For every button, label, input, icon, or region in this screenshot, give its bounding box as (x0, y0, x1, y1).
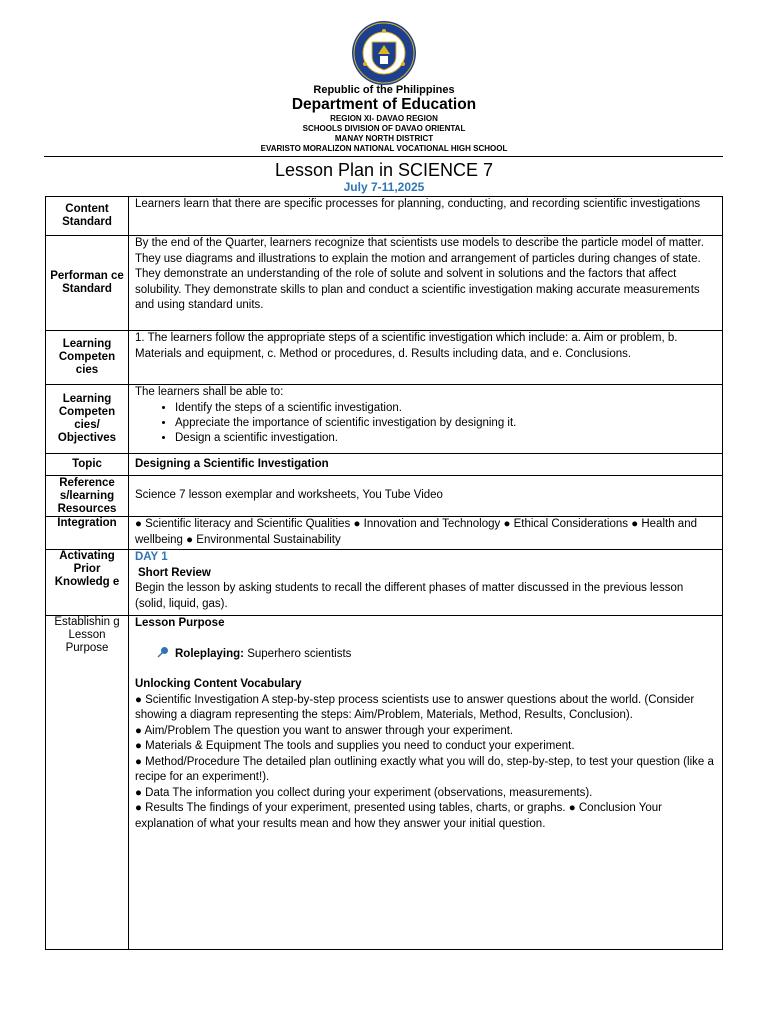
roleplay-text: Superhero scientists (244, 647, 352, 660)
roleplay-label: Roleplaying: (175, 647, 245, 660)
header-divider (44, 156, 723, 157)
vocab-item: ● Materials & Equipment The tools and supplies you need to conduct your experiment. (135, 740, 575, 752)
row-activating (46, 550, 723, 616)
vocab-item: ● Method/Procedure The detailed plan outlining exactly what you will do, step-by-step, to test your question (like a recipe for an experiment!). (135, 755, 714, 783)
references-text: Science 7 lesson exemplar and worksheets, You Tube Video (129, 476, 723, 517)
objectives-list (135, 401, 716, 446)
learning-competencies-text: 1. The learners follow the appropriate steps of a scientific investigation which include: a. Aim or problem, b. Materials and equipment, c. Method or procedures, d. Results including data, and e. Conclusions. (129, 331, 723, 385)
row-performance-standard (46, 236, 723, 331)
row-topic (46, 454, 723, 476)
establishing-cell (129, 616, 723, 950)
pushpin-icon (157, 646, 169, 658)
region-line: REGION XI- DAVAO REGION (330, 114, 438, 123)
activating-text: Begin the lesson by asking students to recall the different phases of matter discussed in the previous lesson (solid, liquid, gas). (135, 582, 684, 610)
label-establishing: Establishin g Lesson Purpose (46, 616, 129, 950)
label-performance-standard: Performan ce Standard (46, 236, 129, 331)
label-integration: Integration (46, 517, 129, 550)
department-title: Department of Education (291, 96, 477, 113)
deped-seal-icon (346, 20, 422, 86)
lesson-purpose-heading: Lesson Purpose (135, 617, 225, 629)
objectives-intro: The learners shall be able to: (135, 386, 284, 398)
row-references (46, 476, 723, 517)
row-establishing (46, 616, 723, 950)
day-label: DAY 1 (135, 551, 168, 563)
vocab-item: ● Data The information you collect during your experiment (observations, measurements). (135, 786, 593, 799)
objective-item: • Design a scientific investigation. (175, 431, 716, 446)
performance-standard-text: By the end of the Quarter, learners recognize that scientists use models to describe the particle model of matter. They use diagrams and illustrations to explain the motion and arrangement of particles during changes of state. They demonstrate an understanding of the role of solute and solvent in solutions and the factors that affect solubility. They demonstrate skills to plan and conduct a scientific investigation making accurate measurements and using standard units. (129, 236, 723, 331)
school-line: EVARISTO MORALIZON NATIONAL VOCATIONAL HIGH SCHOOL (260, 144, 508, 153)
vocab-item: ● Scientific Investigation A step-by-step process scientists use to answer questions about the world. (Consider showing a diagram representing the steps: Aim/Problem, Materials, Method, Results, Conclusion). (135, 693, 695, 721)
integration-text: ● Scientific literacy and Scientific Qualities ● Innovation and Technology ● Ethical Considerations ● Health and wellbeing ● Environmental Sustainability (129, 517, 723, 550)
label-activating: Activating Prior Knowledg e (46, 550, 129, 616)
row-integration (46, 517, 723, 550)
activating-cell (129, 550, 723, 616)
label-content-standard: Content Standard (46, 197, 129, 236)
vocab-item: ● Results The findings of your experiment, presented using tables, charts, or graphs. ● Conclusion Your explanation of what your results mean and how they answer your initial question. (135, 802, 662, 830)
lesson-date: July 7-11,2025 (343, 180, 425, 194)
republic-line: Republic of the Philippines (313, 84, 455, 96)
vocabulary-heading: Unlocking Content Vocabulary (135, 678, 302, 690)
label-learning-competencies: Learning Competen cies (46, 331, 129, 385)
division-line: SCHOOLS DIVISION OF DAVAO ORIENTAL (302, 124, 466, 133)
objective-item: • Appreciate the importance of scientific investigation by designing it. (175, 416, 716, 431)
label-topic: Topic (46, 454, 129, 476)
row-content-standard (46, 197, 723, 236)
lesson-plan-table (45, 196, 723, 950)
topic-text: Designing a Scientific Investigation (129, 454, 723, 476)
label-objectives: Learning Competen cies/ Objectives (46, 385, 129, 454)
objectives-cell (129, 385, 723, 454)
row-learning-competencies (46, 331, 723, 385)
district-line: MANAY NORTH DISTRICT (334, 134, 434, 143)
content-standard-text: Learners learn that there are specific processes for planning, conducting, and recording scientific investigations (129, 197, 723, 236)
vocab-item: ● Aim/Problem The question you want to answer through your experiment. (135, 724, 514, 737)
roleplay-line (157, 646, 716, 663)
objective-item: • Identify the steps of a scientific investigation. (175, 401, 716, 416)
lesson-plan-title: Lesson Plan in SCIENCE 7 (274, 160, 494, 180)
row-objectives (46, 385, 723, 454)
short-review-heading: Short Review (138, 566, 211, 579)
label-references: Reference s/learning Resources (46, 476, 129, 517)
